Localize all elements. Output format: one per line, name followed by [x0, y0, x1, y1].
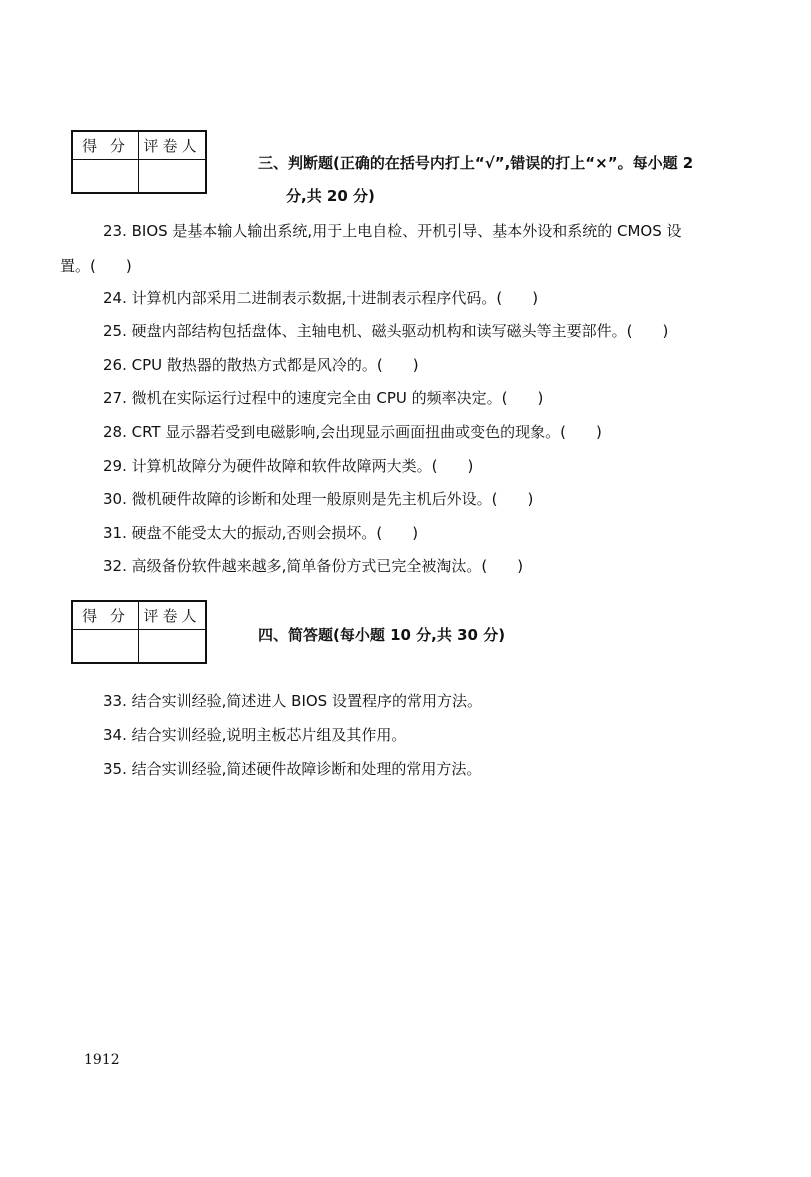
grader-header: 评卷人 [139, 601, 207, 630]
score-cell[interactable] [72, 160, 139, 194]
question-23-line1: 23. BIOS 是基本输人输出系统,用于上电自检、开机引导、基本外设和系统的 CMOS 设 [103, 222, 682, 240]
score-header: 得 分 [72, 131, 139, 160]
question-31: 31. 硬盘不能受太大的振动,否则会损坏。( ) [103, 524, 419, 542]
question-35: 35. 结合实训经验,简述硬件故障诊断和处理的常用方法。 [103, 760, 482, 778]
section3-title-line2: 分,共 20 分) [286, 187, 375, 205]
question-28: 28. CRT 显示器若受到电磁影响,会出现显示画面扭曲或变色的现象。( ) [103, 423, 602, 441]
score-header: 得 分 [72, 601, 139, 630]
question-32: 32. 高级备份软件越来越多,简单备份方式已完全被淘汰。( ) [103, 557, 524, 575]
question-34: 34. 结合实训经验,说明主板芯片组及其作用。 [103, 726, 407, 744]
score-table-section3 [71, 130, 207, 194]
section4-title: 四、简答题(每小题 10 分,共 30 分) [258, 626, 506, 644]
score-table-section4 [71, 600, 207, 664]
grader-cell[interactable] [139, 160, 207, 194]
question-27: 27. 微机在实际运行过程中的速度完全由 CPU 的频率决定。( ) [103, 389, 544, 407]
section3-title-line1: 三、判断题(正确的在括号内打上“√”,错误的打上“×”。每小题 2 [258, 154, 694, 172]
question-26: 26. CPU 散热器的散热方式都是风冷的。( ) [103, 356, 419, 374]
question-24: 24. 计算机内部采用二进制表示数据,十进制表示程序代码。( ) [103, 289, 539, 307]
question-25: 25. 硬盘内部结构包括盘体、主轴电机、磁头驱动机构和读写磁头等主要部件。( ) [103, 322, 669, 340]
question-33: 33. 结合实训经验,简述进人 BIOS 设置程序的常用方法。 [103, 692, 482, 710]
grader-header: 评卷人 [139, 131, 207, 160]
question-23-line2: 置。( ) [60, 257, 132, 275]
question-30: 30. 微机硬件故障的诊断和处理一般原则是先主机后外设。( ) [103, 490, 534, 508]
question-29: 29. 计算机故障分为硬件故障和软件故障两大类。( ) [103, 457, 474, 475]
page-number: 1912 [84, 1052, 120, 1068]
grader-cell[interactable] [139, 630, 207, 664]
score-cell[interactable] [72, 630, 139, 664]
